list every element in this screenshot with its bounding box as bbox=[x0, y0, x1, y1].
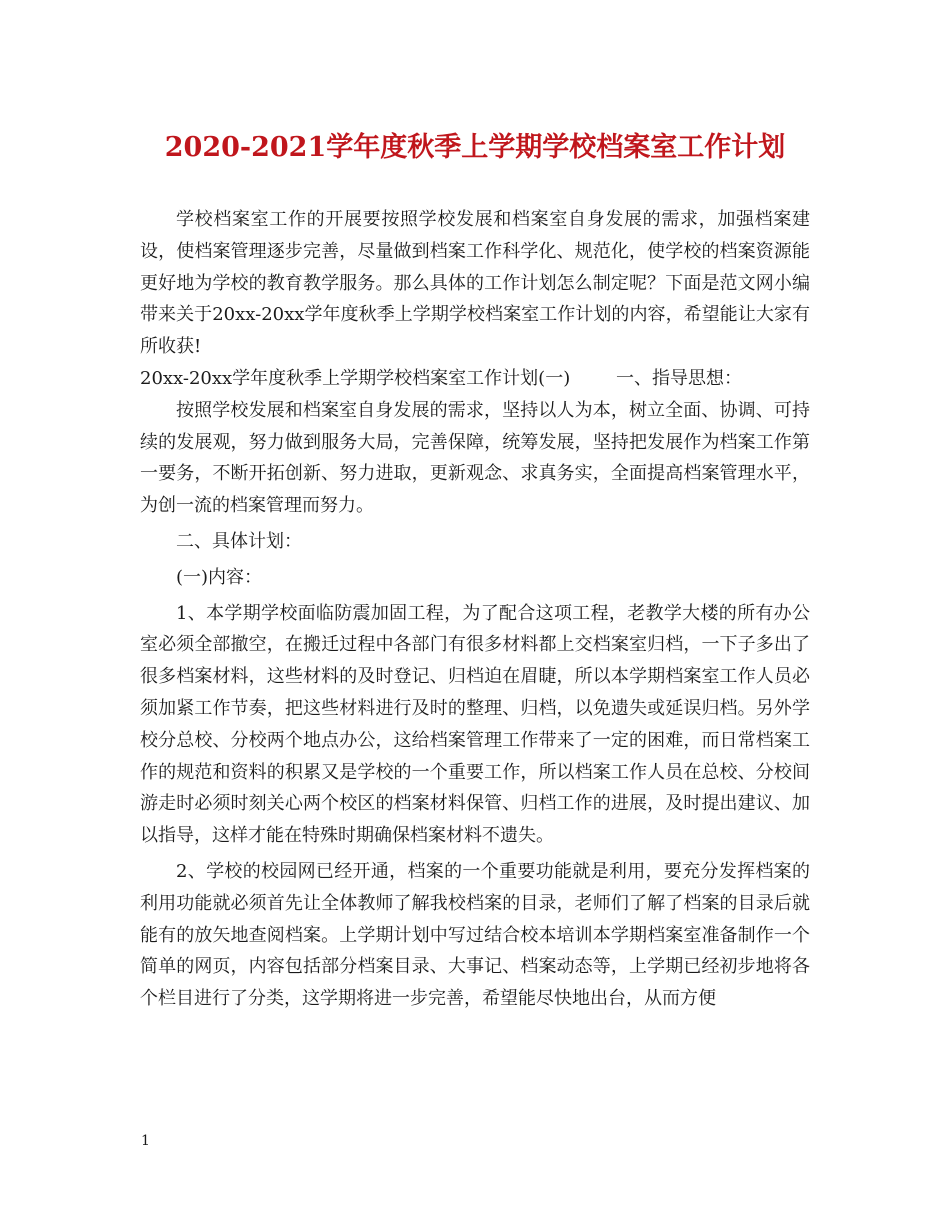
document-title: 2020-2021学年度秋季上学期学校档案室工作计划 bbox=[164, 132, 786, 163]
content-heading: (一)内容： bbox=[176, 566, 263, 588]
item-2-paragraph: 2、学校的校园网已经开通，档案的一个重要功能就是利用，要充分发挥档案的利用功能就必须首先让全体教师了解我校档案的目录，老师们了解了档案的目录后就能有的放矢地查阅档案。上学期计划中写过结合校本培训本学期档案室准备制作一个简单的网页，内容包括部分档案目录、大事记、档案动态等，上学期已经初步地将各个栏目进行了分类，这学期将进一步完善，希望能尽快地出台，从而方便 bbox=[140, 860, 810, 1010]
section-heading-line: 20xx-20xx学年度秋季上学期学校档案室工作计划(一) 一、指导思想： bbox=[140, 367, 742, 389]
page-number: 1 bbox=[141, 1133, 150, 1149]
guiding-thought-paragraph: 按照学校发展和档案室自身发展的需求，坚持以人为本，树立全面、协调、可持续的发展观，努力做到服务大局，完善保障，统筹发展，坚持把发展作为档案工作第一要务，不断开拓创新、努力进取，更新观念、求真务实，全面提高档案管理水平，为创一流的档案管理而努力。 bbox=[140, 399, 810, 517]
document-body bbox=[140, 204, 810, 1015]
plan-heading: 二、具体计划： bbox=[176, 530, 302, 552]
intro-paragraph: 学校档案室工作的开展要按照学校发展和档案室自身发展的需求，加强档案建设，使档案管理逐步完善，尽量做到档案工作科学化、规范化，使学校的档案资源能更好地为学校的教育教学服务。那么具体的工作计划怎么制定呢？下面是范文网小编带来关于20xx-20xx学年度秋季上学期学校档案室工作计划的内容，希望能让大家有所收获! bbox=[140, 209, 810, 358]
item-1-paragraph: 1、本学期学校面临防震加固工程，为了配合这项工程，老教学大楼的所有办公室必须全部撤空，在搬迁过程中各部门有很多材料都上交档案室归档，一下子多出了很多档案材料，这些材料的及时登记、归档迫在眉睫，所以本学期档案室工作人员必须加紧工作节奏，把这些材料进行及时的整理、归档，以免遗失或延误归档。另外学校分总校、分校两个地点办公，这给档案管理工作带来了一定的困难，而日常档案工作的规范和资料的积累又是学校的一个重要工作，所以档案工作人员在总校、分校间游走时必须时刻关心两个校区的档案材料保管、归档工作的进展，及时提出建议、加以指导，这样才能在特殊时期确保档案材料不遗失。 bbox=[140, 602, 810, 847]
